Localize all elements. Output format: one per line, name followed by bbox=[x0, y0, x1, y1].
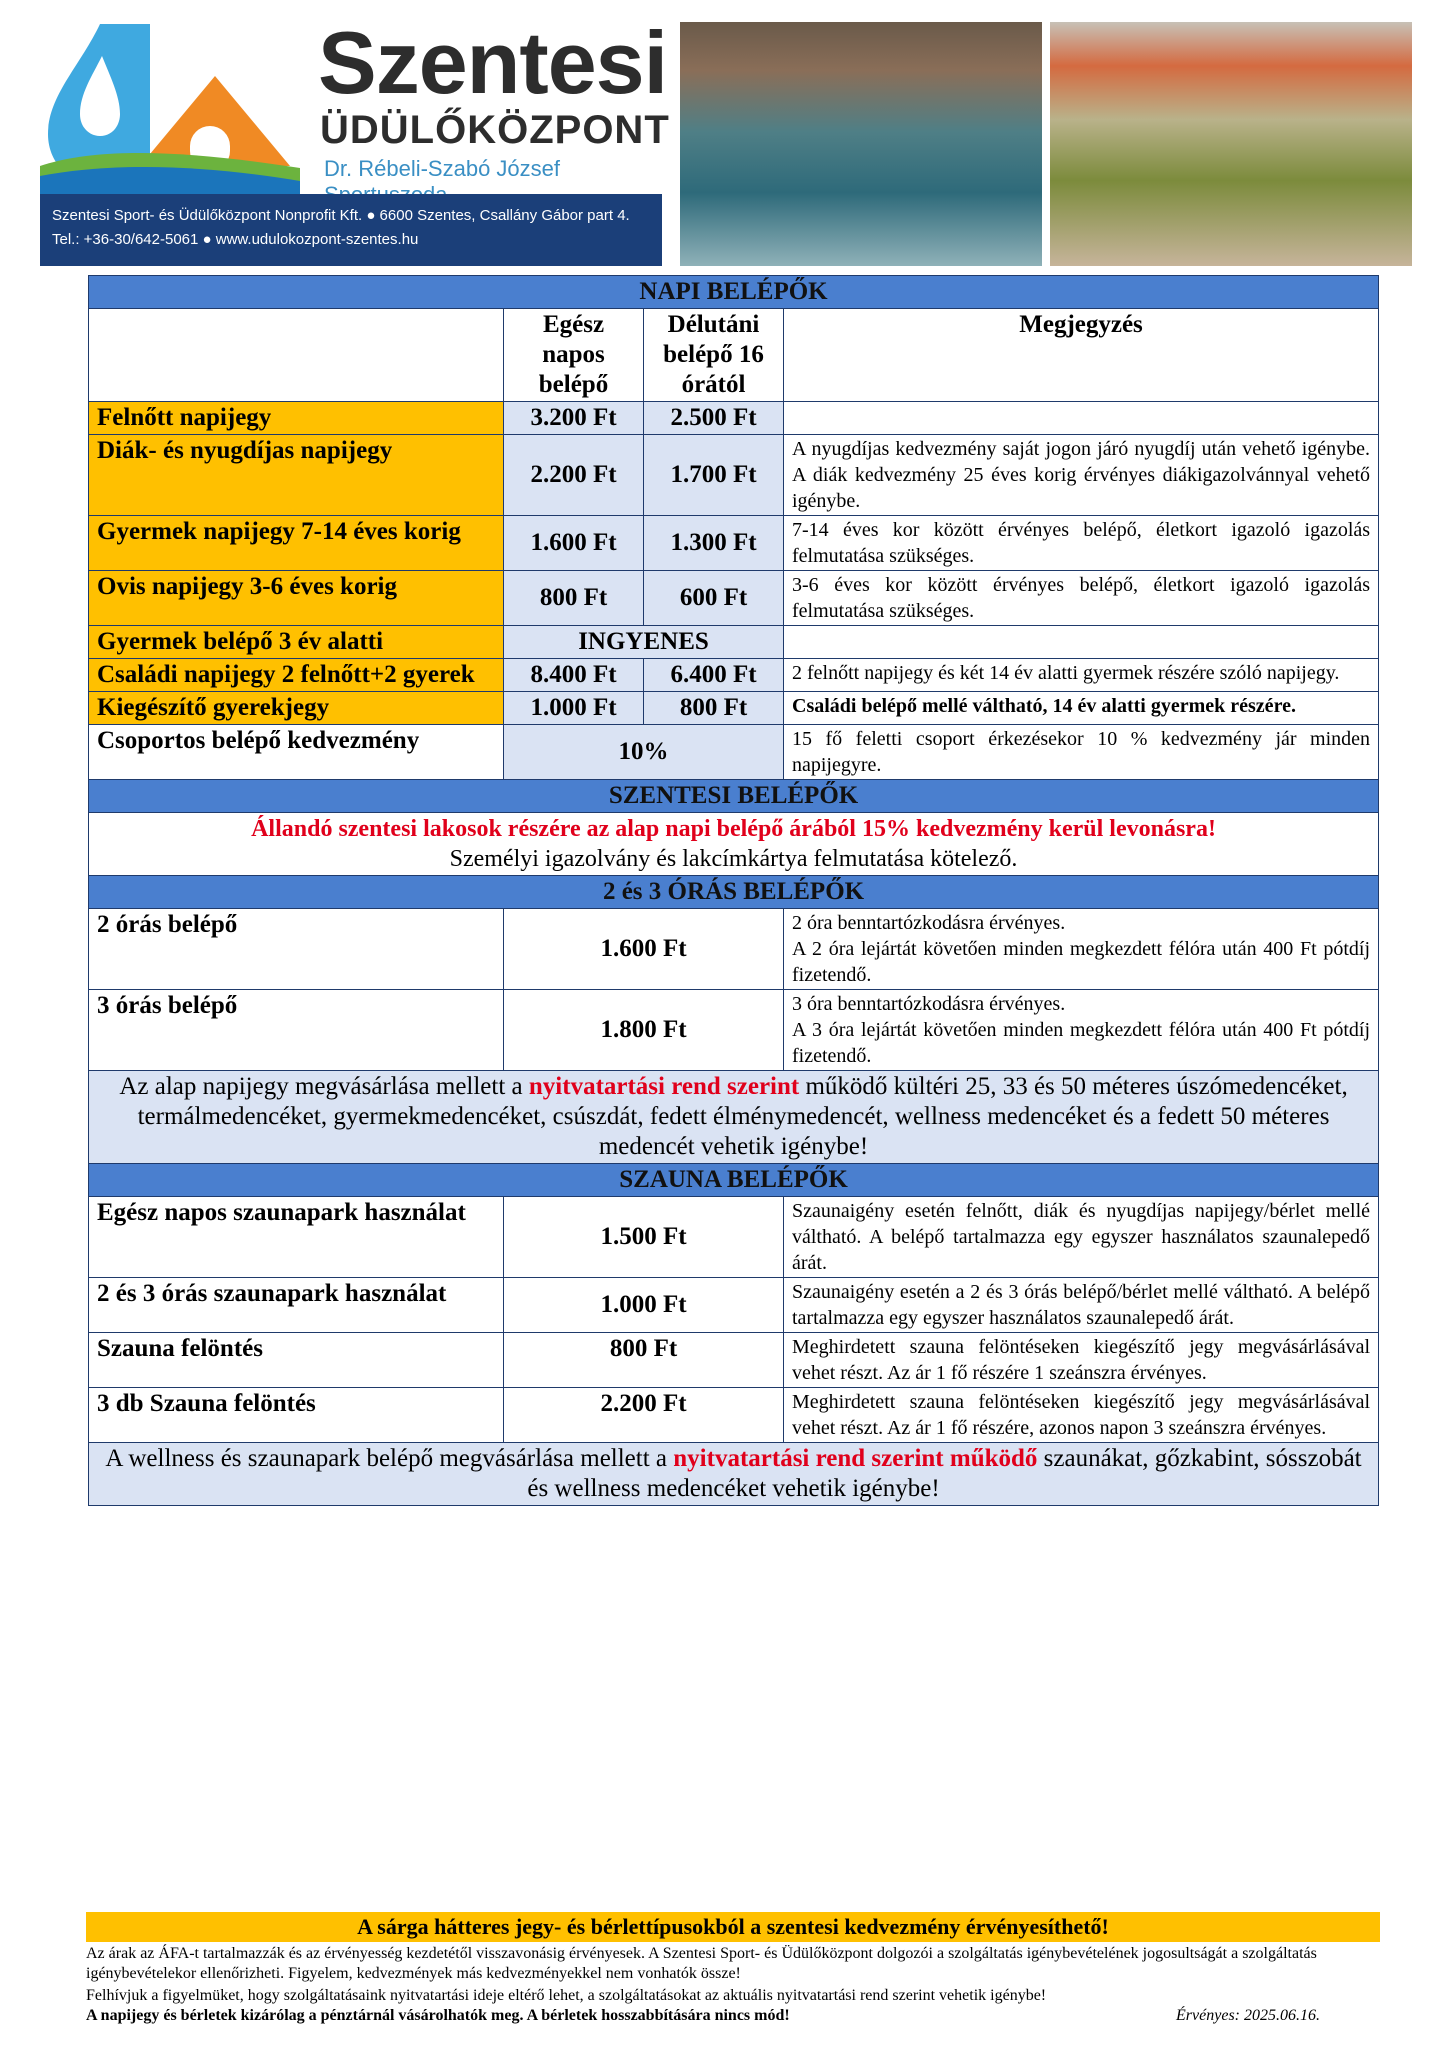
ticket-price: 1.800 Ft bbox=[504, 990, 784, 1071]
ticket-note: 15 fő feletti csoport érkezésekor 10 % kedvezmény jár minden napijegyre. bbox=[784, 725, 1379, 780]
section-title-szentesi: SZENTESI BELÉPŐK bbox=[89, 780, 1379, 813]
brand-tagline: Dr. Rébeli-Szabó József bbox=[324, 156, 560, 181]
indoor-pool-photo bbox=[680, 22, 1042, 266]
price-full-day: 800 Ft bbox=[504, 571, 644, 626]
section-title-napi: NAPI BELÉPŐK bbox=[89, 276, 1379, 309]
ticket-note: Szaunaigény esetén a 2 és 3 órás belépő/bérlet mellé váltható. A belépő tartalmazza egy egyszer használatos szaunalepedő árát. bbox=[784, 1278, 1379, 1333]
table-row bbox=[89, 1388, 1379, 1443]
ticket-note: Családi belépő mellé váltható, 14 év alatti gyermek részére. bbox=[784, 692, 1379, 725]
footer-opening-notice: Felhívjuk a figyelmüket, hogy szolgáltatásaink nyitvatartási ideje eltérő lehet, a szolgáltatásokat az aktuális nyitvatartási rend szerint vehetik igénybe! bbox=[86, 1987, 1047, 2004]
validity-date: Érvényes: 2025.06.16. bbox=[1176, 2007, 1320, 2024]
ticket-name: Ovis napijegy 3-6 éves korig bbox=[89, 571, 504, 626]
wellness-pool-photo bbox=[1050, 22, 1412, 266]
contact-bar bbox=[40, 194, 662, 266]
note-validity: 3 óra benntartózkodásra érvényes. bbox=[792, 993, 1066, 1015]
pool-info-highlight: nyitvatartási rend szerint bbox=[528, 1073, 800, 1100]
col-header-note: Megjegyzés bbox=[784, 309, 1379, 402]
table-row bbox=[89, 516, 1379, 571]
ticket-price: 800 Ft bbox=[504, 1333, 784, 1388]
brand-subtitle: ÜDÜLŐKÖZPONT bbox=[320, 108, 670, 152]
ticket-price: 2.200 Ft bbox=[504, 1388, 784, 1443]
table-row bbox=[89, 692, 1379, 725]
header-empty-cell bbox=[89, 309, 504, 402]
table-row bbox=[89, 990, 1379, 1071]
table-row bbox=[89, 626, 1379, 659]
ticket-name: Diák- és nyugdíjas napijegy bbox=[89, 435, 504, 516]
pool-info-text bbox=[89, 1071, 1379, 1164]
price-full-day: 1.600 Ft bbox=[504, 516, 644, 571]
price-afternoon: 1.300 Ft bbox=[644, 516, 784, 571]
ticket-name: 3 db Szauna felöntés bbox=[89, 1388, 504, 1443]
price-full-day: 1.000 Ft bbox=[504, 692, 644, 725]
price-afternoon: 600 Ft bbox=[644, 571, 784, 626]
group-discount-value: 10% bbox=[504, 725, 784, 780]
contact-phone-web: Tel.: +36-30/642-5061 ● www.udulokozpont-szentes.hu bbox=[52, 231, 419, 248]
note-surcharge: A 2 óra lejártát követően minden megkezdett félóra után 400 Ft pótdíj fizetendő. bbox=[792, 938, 1371, 986]
ticket-name: 2 órás belépő bbox=[89, 909, 504, 990]
szentesi-id-text: Személyi igazolvány és lakcímkártya felmutatása kötelező. bbox=[449, 846, 1018, 872]
col-header-afternoon: Délutáni belépő 16 órától bbox=[644, 309, 784, 402]
sauna-info-pre: A wellness és szaunapark belépő megvásárlása mellett a bbox=[105, 1445, 674, 1472]
table-row bbox=[89, 1278, 1379, 1333]
ticket-name: Gyermek napijegy 7-14 éves korig bbox=[89, 516, 504, 571]
ticket-note bbox=[784, 990, 1379, 1071]
szentesi-discount-text: Állandó szentesi lakosok részére az alap napi belépő árából 15% kedvezmény kerül levonásra! bbox=[251, 816, 1216, 842]
szentesi-info bbox=[89, 813, 1379, 876]
ticket-price: 1.000 Ft bbox=[504, 1278, 784, 1333]
table-row bbox=[89, 571, 1379, 626]
ticket-price: 1.500 Ft bbox=[504, 1197, 784, 1278]
ticket-note bbox=[784, 402, 1379, 435]
footer bbox=[86, 1912, 1380, 2026]
ticket-name: Egész napos szaunapark használat bbox=[89, 1197, 504, 1278]
pool-info-post: működő kültéri 25, 33 és 50 méteres úszómedencéket, termálmedencéket, gyermekmedencéket, csúszdát, fedett élménymedencét, wellness medencéket és a fedett 50 méteres medencét vehetik igénybe! bbox=[137, 1073, 1348, 1160]
price-afternoon: 800 Ft bbox=[644, 692, 784, 725]
table-row bbox=[89, 659, 1379, 692]
footer-purchase-text: A napijegy és bérletek kizárólag a pénztárnál vásárolhatók meg. A bérletek hosszabbítására nincs mód! bbox=[86, 2007, 790, 2024]
ticket-note: Meghirdetett szauna felöntéseken kiegészítő jegy megvásárlásával vehet részt. Az ár 1 fő részére 1 szeánszra érvényes. bbox=[784, 1333, 1379, 1388]
ticket-note: A nyugdíjas kedvezmény saját jogon járó nyugdíj után vehető igénybe. A diák kedvezmény 25 éves korig érvényes diákigazolvánnyal vehető igénybe. bbox=[784, 435, 1379, 516]
ticket-name: Szauna felöntés bbox=[89, 1333, 504, 1388]
ticket-name: 2 és 3 órás szaunapark használat bbox=[89, 1278, 504, 1333]
col-header-full-day: Egész napos belépő bbox=[504, 309, 644, 402]
ticket-price: 1.600 Ft bbox=[504, 909, 784, 990]
sauna-info-highlight: nyitvatartási rend szerint működő bbox=[673, 1445, 1038, 1472]
price-full-day: 2.200 Ft bbox=[504, 435, 644, 516]
ticket-note: 7-14 éves kor között érvényes belépő, életkort igazoló igazolás felmutatása szükséges. bbox=[784, 516, 1379, 571]
section-title-szauna: SZAUNA BELÉPŐK bbox=[89, 1164, 1379, 1197]
ticket-name: Felnőtt napijegy bbox=[89, 402, 504, 435]
ticket-note bbox=[784, 909, 1379, 990]
table-row bbox=[89, 402, 1379, 435]
table-row bbox=[89, 1333, 1379, 1388]
ticket-name: Csoportos belépő kedvezmény bbox=[89, 725, 504, 780]
table-row bbox=[89, 909, 1379, 990]
ticket-name: Gyermek belépő 3 év alatti bbox=[89, 626, 504, 659]
ticket-note: Szaunaigény esetén felnőtt, diák és nyugdíjas napijegy/bérlet mellé váltható. A belépő tartalmazza egy egyszer használatos szaunalepedő árát. bbox=[784, 1197, 1379, 1278]
ticket-note-empty bbox=[784, 626, 1379, 659]
footer-purchase-notice bbox=[86, 2006, 1380, 2026]
footer-highlight: A sárga hátteres jegy- és bérlettípusokból a szentesi kedvezmény érvényesíthető! bbox=[86, 1912, 1380, 1942]
brand-title: Szentesi bbox=[318, 13, 668, 112]
ticket-note: 3-6 éves kor között érvényes belépő, életkort igazoló igazolás felmutatása szükséges. bbox=[784, 571, 1379, 626]
ticket-name: Kiegészítő gyerekjegy bbox=[89, 692, 504, 725]
table-row bbox=[89, 435, 1379, 516]
sauna-info-text bbox=[89, 1443, 1379, 1506]
ticket-note: 2 felnőtt napijegy és két 14 év alatti gyermek részére szóló napijegy. bbox=[784, 659, 1379, 692]
price-full-day: 3.200 Ft bbox=[504, 402, 644, 435]
sauna-info-post: szaunákat, gőzkabint, sósszobát és wellness medencéket vehetik igénybe! bbox=[527, 1445, 1362, 1502]
water-drop-house-logo-icon bbox=[40, 16, 310, 194]
ticket-name: 3 órás belépő bbox=[89, 990, 504, 1071]
section-title-oras: 2 és 3 ÓRÁS BELÉPŐK bbox=[89, 876, 1379, 909]
ticket-note: Meghirdetett szauna felöntéseken kiegészítő jegy megvásárlásával vehet részt. Az ár 1 fő részére, azonos napon 3 szeánszra érvényes. bbox=[784, 1388, 1379, 1443]
price-afternoon: 2.500 Ft bbox=[644, 402, 784, 435]
footer-disclaimer: Az árak az ÁFA-t tartalmazzák és az érvényesség kezdetétől visszavonásig érvényesek. A Szentesi Sport- és Üdülőközpont dolgozói a szolgáltatás igénybevételének jogosultságát a szolgáltatás igénybevételekor ellenőrizheti. Figyelem, kedvezmények más kedvezményekkel nem vonhatók össze! bbox=[86, 1945, 1317, 1982]
price-table bbox=[88, 275, 1379, 1506]
logo bbox=[40, 13, 670, 266]
price-afternoon: 6.400 Ft bbox=[644, 659, 784, 692]
table-row bbox=[89, 1197, 1379, 1278]
ticket-name: Családi napijegy 2 felnőtt+2 gyerek bbox=[89, 659, 504, 692]
table-row bbox=[89, 725, 1379, 780]
price-full-day: 8.400 Ft bbox=[504, 659, 644, 692]
price-afternoon: 1.700 Ft bbox=[644, 435, 784, 516]
note-surcharge: A 3 óra lejártát követően minden megkezdett félóra után 400 Ft pótdíj fizetendő. bbox=[792, 1019, 1371, 1067]
pool-info-pre: Az alap napijegy megvásárlása mellett a bbox=[119, 1073, 529, 1100]
note-validity: 2 óra benntartózkodásra érvényes. bbox=[792, 912, 1066, 934]
contact-address: Szentesi Sport- és Üdülőközpont Nonprofit Kft. ● 6600 Szentes, Csallány Gábor part 4. bbox=[52, 207, 630, 224]
price-free: INGYENES bbox=[504, 626, 784, 659]
header bbox=[40, 13, 1410, 266]
